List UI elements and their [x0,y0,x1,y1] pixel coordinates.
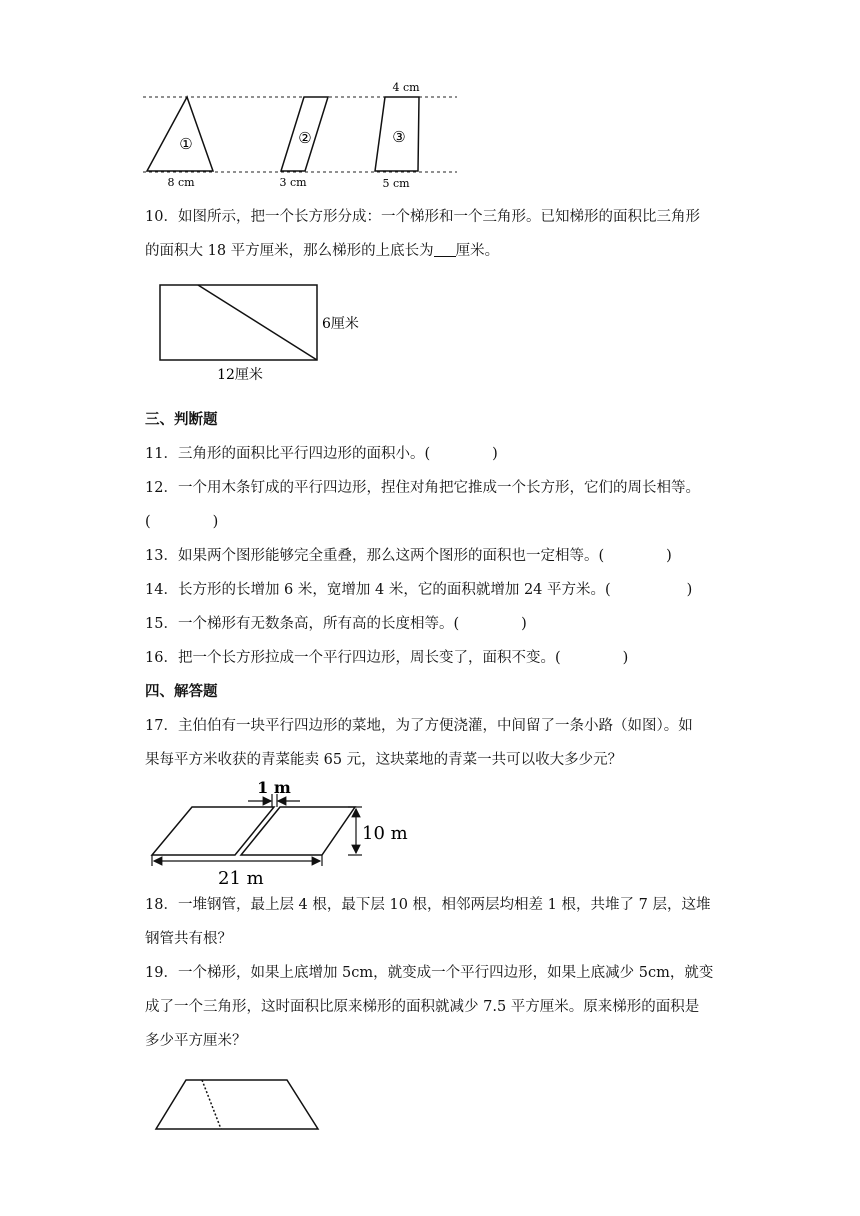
section-4-heading: 四、解答题 [145,684,218,700]
q17-line2: 果每平方米收获的青菜能卖 65 元，这块菜地的青菜一共可以收大多少元？ [145,752,623,768]
rect-height-label: 6厘米 [322,316,359,332]
q12-paren-close: ) [212,514,219,530]
q10-answer-blank[interactable] [434,242,456,257]
q16-paren-close: ) [622,650,629,666]
trapezoid-base-label: 5 cm [382,177,410,190]
figure-shapes-between-parallels [135,76,465,194]
q14-text: 14．长方形的长增加 6 米，宽增加 4 米，它的面积就增加 24 平方米。( [145,582,611,598]
q10-line2-suffix: 厘米。 [455,243,500,259]
figure-rectangle-split [150,280,380,390]
triangle-shape [147,97,213,171]
q16-text: 16．把一个长方形拉成一个平行四边形，周长变了，面积不变。( [145,650,561,666]
dotted-split-line [202,1080,221,1129]
path-width-label: 1 m [257,778,291,797]
section-3-heading: 三、判断题 [145,412,218,428]
q12-line2 [145,512,218,532]
rectangle-shape [160,285,317,360]
q15-text: 15．一个梯形有无数条高，所有高的长度相等。( [145,616,460,632]
figure-vegetable-field [140,776,430,888]
q10-line1: 10．如图所示，把一个长方形分成：一个梯形和一个三角形。已知梯形的面积比三角形 [145,209,700,225]
trapezoid-shape-q19 [156,1080,318,1129]
q19-line2: 成了一个三角形，这时面积比原来梯形的面积就减少 7.5 平方厘米。原来梯形的面积是 [145,999,700,1015]
q15-paren-close: ) [521,616,527,632]
q18-line1: 18．一堆钢管，最上层 4 根，最下层 10 根，相邻两层均相差 1 根，共堆了 7 层，这堆 [145,897,711,913]
q14 [145,580,692,600]
q16 [145,648,628,668]
q12-paren-open: ( [145,514,151,530]
q10-line2 [145,241,499,261]
q11 [145,444,498,464]
parallelogram-base-label: 3 cm [279,176,307,189]
shape3-label: ③ [392,128,406,146]
field-right-part [241,807,355,855]
triangle-base-label: 8 cm [167,176,195,189]
figure-trapezoid [150,1066,330,1138]
q11-text: 11．三角形的面积比平行四边形的面积小。( [145,446,431,462]
q13-paren-close: ) [666,548,672,564]
shape2-label: ② [298,129,312,147]
q12-line1: 12．一个用木条钉成的平行四边形，捏住对角把它推成一个长方形，它们的周长相等。 [145,480,700,496]
q10-line2-text: 的面积大 18 平方厘米，那么梯形的上底长为 [145,243,434,259]
q15 [145,614,527,634]
q17-line1: 17．主伯伯有一块平行四边形的菜地，为了方便浇灌，中间留了一条小路（如图）。如 [145,718,693,734]
top-base-label: 4 cm [392,81,420,94]
shape1-label: ① [179,135,193,153]
q13-text: 13．如果两个图形能够完全重叠，那么这两个图形的面积也一定相等。( [145,548,605,564]
field-base-label: 21 m [218,868,264,888]
diagonal-line [198,285,317,360]
q13 [145,546,672,566]
q14-paren-close: ) [686,582,693,598]
q19-line1: 19．一个梯形，如果上底增加 5cm，就变成一个平行四边形，如果上底减少 5cm，就变 [145,965,714,981]
q18-line2: 钢管共有根？ [145,931,232,947]
q19-line3: 多少平方厘米？ [145,1033,247,1049]
field-height-label: 10 m [362,823,408,844]
field-left-part [152,807,274,855]
q11-paren-close: ) [492,446,498,462]
rect-width-label: 12厘米 [217,367,263,383]
